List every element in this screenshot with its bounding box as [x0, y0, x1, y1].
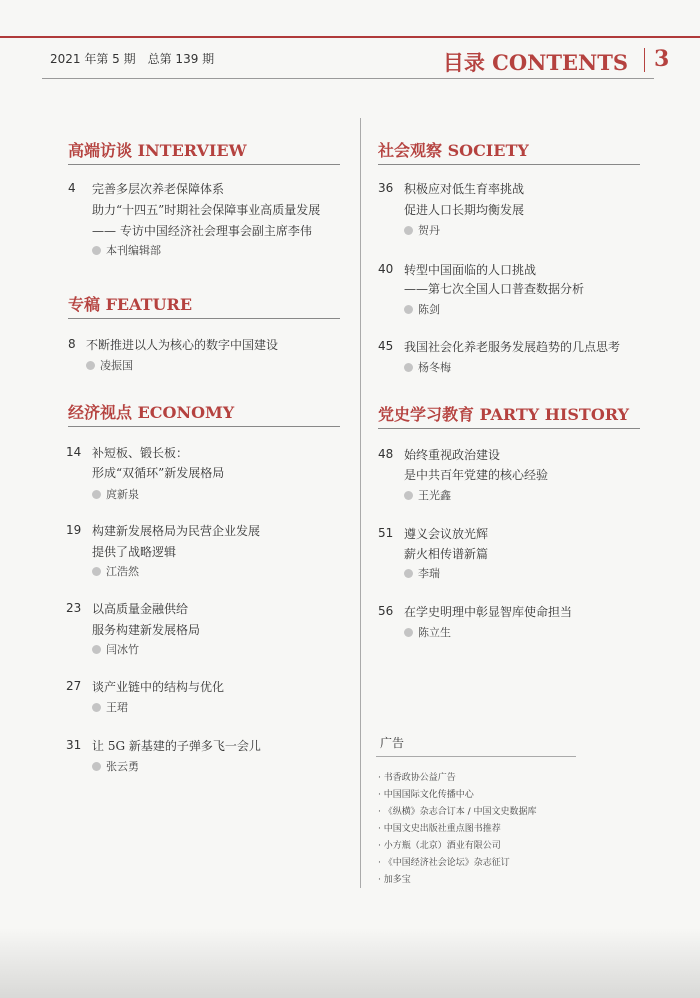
entry-author: 杨冬梅 — [404, 359, 451, 375]
entry-page: 27 — [66, 679, 82, 693]
entry-page: 45 — [378, 339, 394, 353]
entry-title[interactable]: 转型中国面临的人口挑战 — [404, 263, 537, 277]
entry-title[interactable]: —— 专访中国经济社会理事会副主席李伟 — [92, 224, 312, 238]
author-bullet-icon — [404, 628, 413, 637]
entry-title[interactable]: 不断推进以人为核心的数字中国建设 — [86, 338, 279, 352]
entry-title[interactable]: 提供了战略逻辑 — [92, 545, 177, 559]
entry-page: 4 — [68, 181, 76, 195]
section-title-interview: 高端访谈 INTERVIEW — [68, 141, 247, 160]
entry-author: 陈剑 — [404, 301, 440, 317]
section-rule — [68, 426, 340, 427]
ads-rule — [376, 756, 576, 757]
column-divider — [360, 118, 361, 888]
ad-item: · 中国文史出版社重点图书推荐 — [378, 824, 501, 834]
author-bullet-icon — [86, 361, 95, 370]
section-title-economy: 经济视点 ECONOMY — [68, 403, 235, 422]
entry-title[interactable]: 遵义会议放光辉 — [404, 527, 489, 541]
issue-info: 2021 年第 5 期 总第 139 期 — [50, 52, 215, 66]
section-title-party-history: 党史学习教育 PARTY HISTORY — [378, 405, 629, 424]
ad-item: · 书香政协公益广告 — [378, 773, 456, 783]
author-bullet-icon — [92, 567, 101, 576]
author-bullet-icon — [92, 490, 101, 499]
entry-author: 陈立生 — [404, 624, 451, 640]
entry-title[interactable]: 服务构建新发展格局 — [92, 623, 201, 637]
entry-page: 19 — [66, 523, 82, 537]
section-rule — [378, 428, 640, 429]
top-accent-line — [0, 36, 700, 38]
entry-author: 李瑞 — [404, 565, 440, 581]
author-bullet-icon — [404, 491, 413, 500]
entry-author: 江浩然 — [92, 563, 139, 579]
page-number-separator — [644, 48, 645, 72]
author-bullet-icon — [404, 569, 413, 578]
entry-title[interactable]: ——第七次全国人口普查数据分析 — [404, 282, 585, 296]
entry-author: 王珺 — [92, 699, 128, 715]
entry-author: 凌振国 — [86, 357, 133, 373]
section-rule — [378, 164, 640, 165]
page-number: 3 — [654, 46, 670, 72]
entry-page: 48 — [378, 447, 394, 461]
entry-title[interactable]: 是中共百年党建的核心经验 — [404, 468, 549, 482]
section-title-feature: 专稿 FEATURE — [68, 295, 193, 314]
ad-item: · 加多宝 — [378, 875, 411, 885]
toc-title: 目录 CONTENTS — [442, 50, 628, 75]
entry-page: 14 — [66, 445, 82, 459]
author-bullet-icon — [404, 226, 413, 235]
entry-author: 张云勇 — [92, 758, 139, 774]
entry-author: 闫冰竹 — [92, 641, 139, 657]
ad-item: · 《中国经济社会论坛》杂志征订 — [378, 858, 510, 868]
section-title-society: 社会观察 SOCIETY — [378, 141, 529, 160]
author-bullet-icon — [92, 246, 101, 255]
entry-title[interactable]: 促进人口长期均衡发展 — [404, 203, 525, 217]
entry-page: 36 — [378, 181, 394, 195]
entry-page: 51 — [378, 526, 394, 540]
entry-title[interactable]: 补短板、锻长板： — [92, 446, 189, 460]
entry-title[interactable]: 完善多层次养老保障体系 — [92, 182, 225, 196]
entry-title[interactable]: 谈产业链中的结构与优化 — [92, 680, 225, 694]
author-bullet-icon — [404, 305, 413, 314]
entry-author: 王光鑫 — [404, 487, 451, 503]
section-rule — [68, 318, 340, 319]
entry-title[interactable]: 薪火相传谱新篇 — [404, 547, 489, 561]
entry-page: 8 — [68, 337, 76, 351]
header-rule — [42, 78, 654, 79]
entry-author: 庹新泉 — [92, 486, 139, 502]
ad-item: · 《纵横》杂志合订本 / 中国文史数据库 — [378, 807, 537, 817]
author-bullet-icon — [92, 645, 101, 654]
entry-title[interactable]: 形成“双循环”新发展格局 — [92, 466, 225, 480]
entry-title[interactable]: 在学史明理中彰显智库使命担当 — [404, 605, 573, 619]
entry-title[interactable]: 构建新发展格局为民营企业发展 — [92, 524, 261, 538]
entry-page: 56 — [378, 604, 394, 618]
entry-author: 本刊编辑部 — [92, 242, 161, 258]
entry-title[interactable]: 以高质量金融供给 — [92, 602, 189, 616]
entry-page: 23 — [66, 601, 82, 615]
entry-title[interactable]: 始终重视政治建设 — [404, 448, 501, 462]
entry-page: 40 — [378, 262, 394, 276]
ad-item: · 中国国际文化传播中心 — [378, 790, 474, 800]
ad-item: · 小方瓶（北京）酒业有限公司 — [378, 841, 501, 851]
author-bullet-icon — [92, 762, 101, 771]
entry-author: 贺丹 — [404, 222, 440, 238]
section-rule — [68, 164, 340, 165]
page-bottom-shadow — [0, 928, 700, 998]
entry-title[interactable]: 积极应对低生育率挑战 — [404, 182, 525, 196]
author-bullet-icon — [404, 363, 413, 372]
ads-title: 广告 — [380, 736, 405, 750]
entry-title[interactable]: 助力“十四五”时期社会保障事业高质量发展 — [92, 203, 321, 217]
entry-title[interactable]: 我国社会化养老服务发展趋势的几点思考 — [404, 340, 621, 354]
entry-page: 31 — [66, 738, 82, 752]
author-bullet-icon — [92, 703, 101, 712]
entry-title[interactable]: 让 5G 新基建的子弹多飞一会儿 — [92, 739, 261, 753]
